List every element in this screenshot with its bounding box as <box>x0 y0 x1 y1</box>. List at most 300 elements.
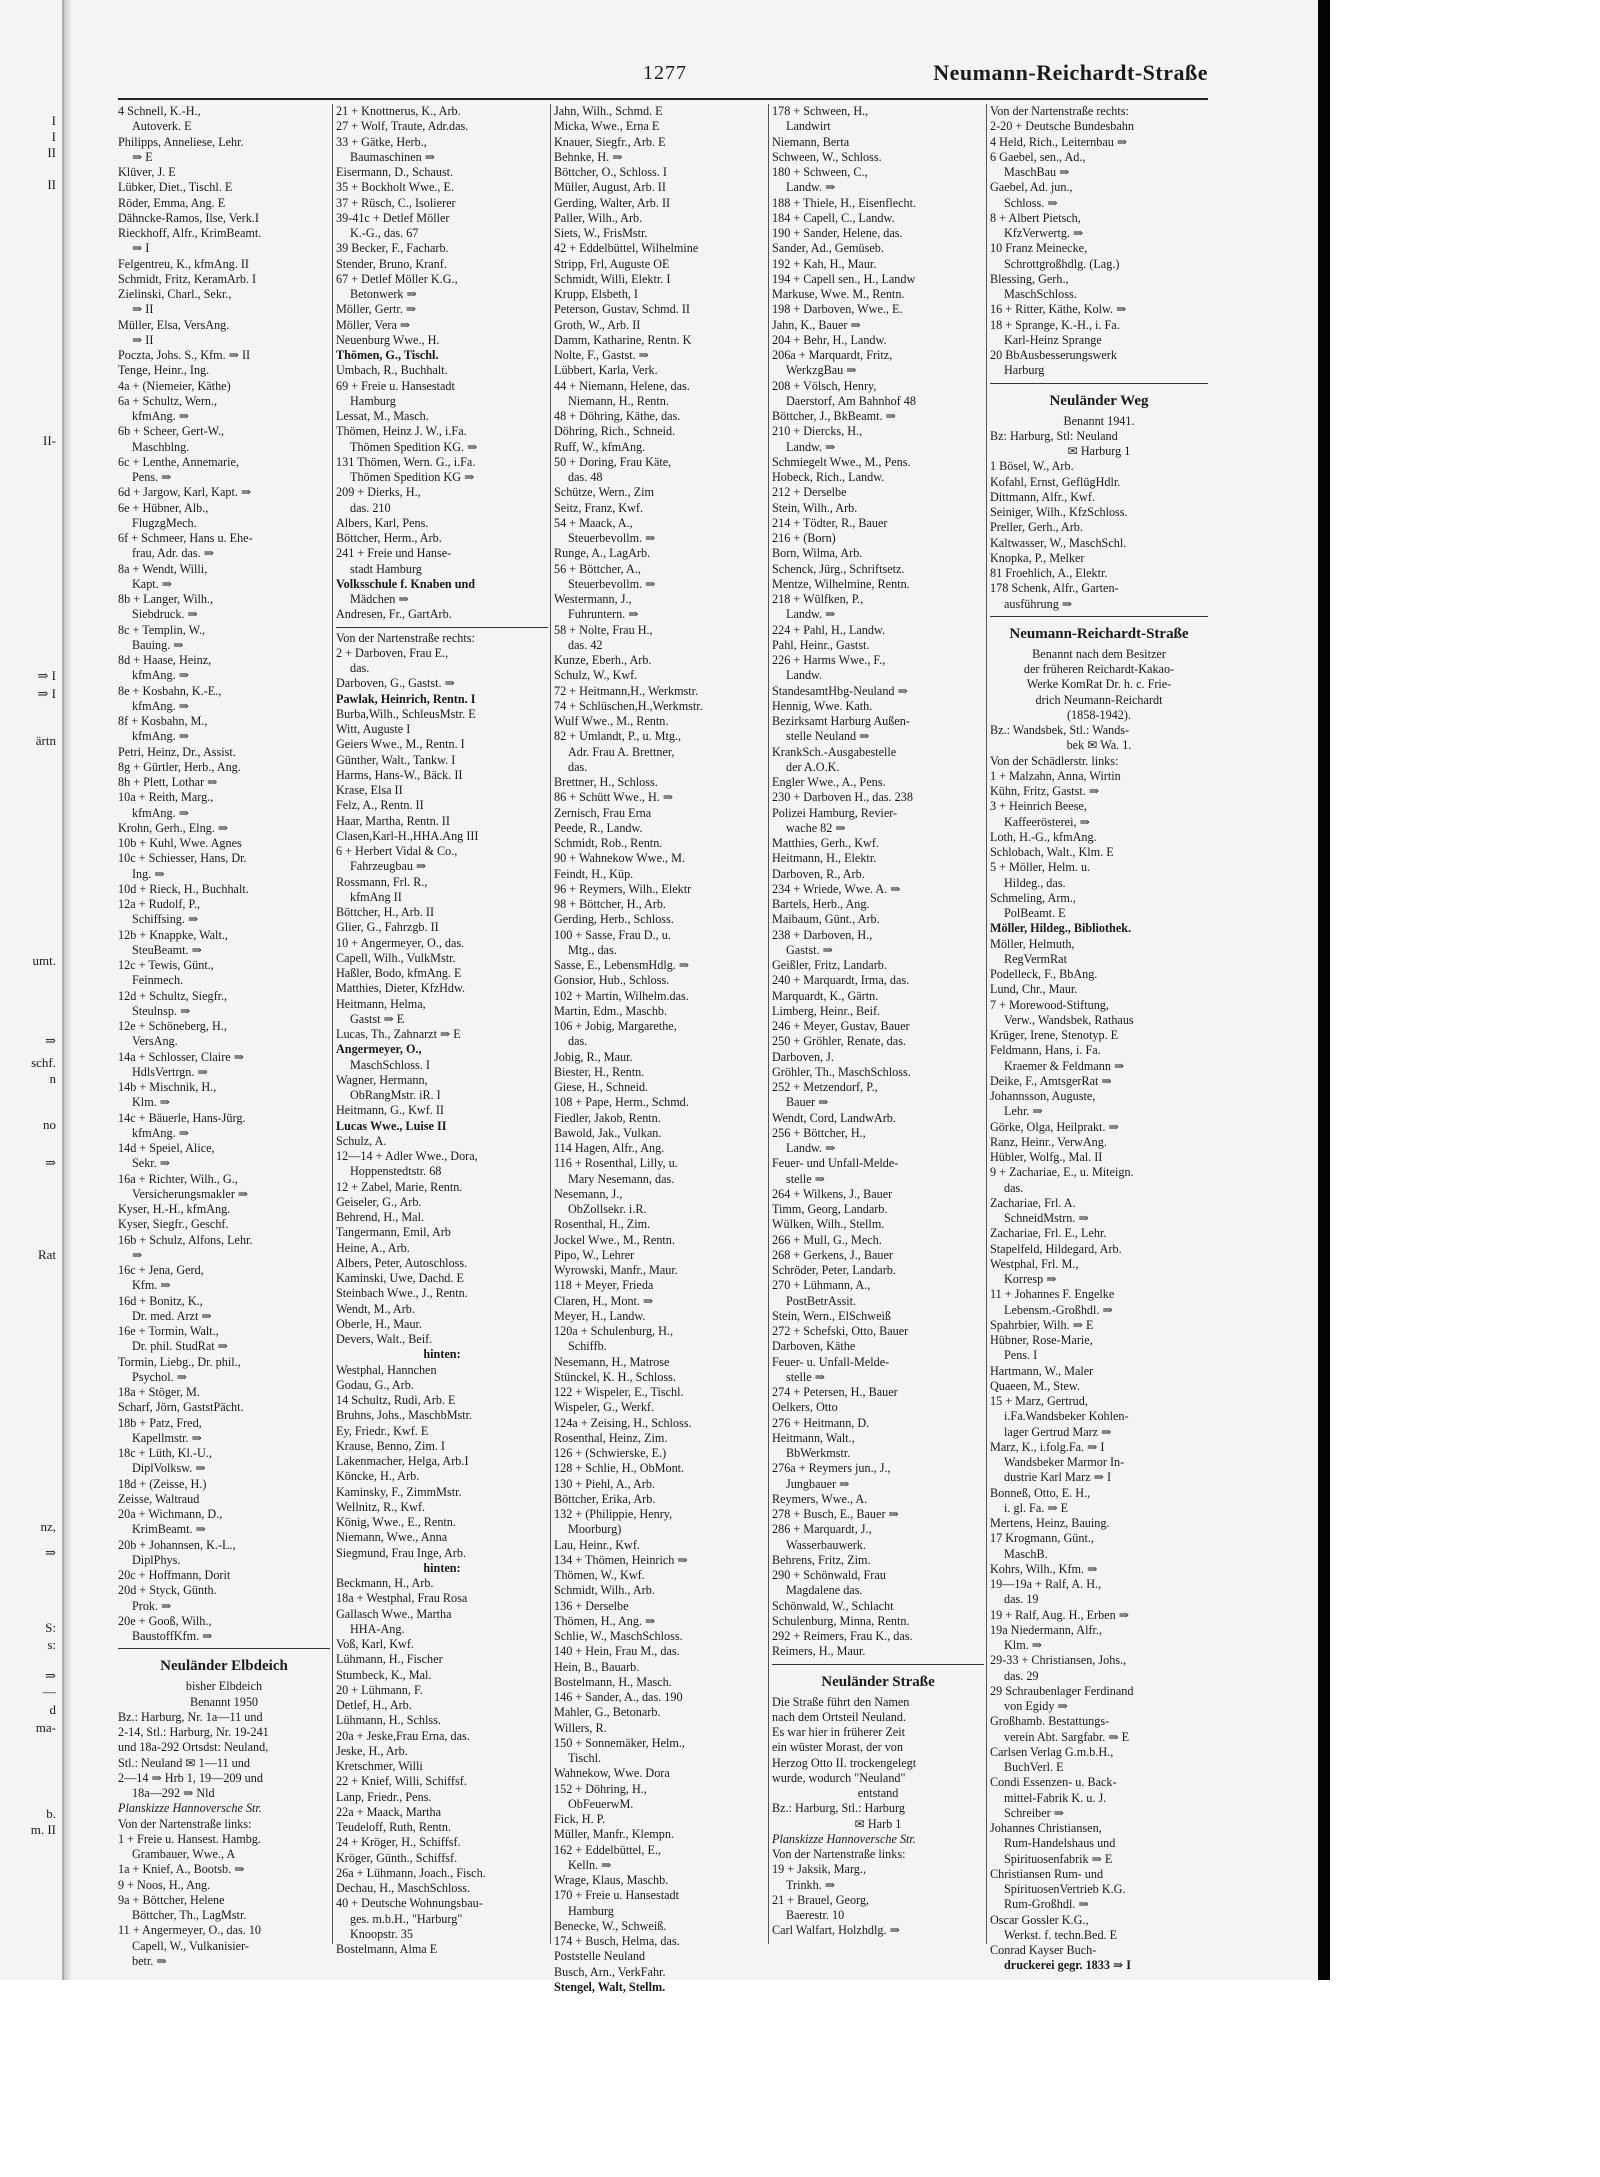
directory-line: Geiseler, G., Arb. <box>336 1194 422 1209</box>
directory-line: 18b + Patz, Fred, <box>118 1415 202 1430</box>
directory-line: 4 Schnell, K.-H., <box>118 104 201 118</box>
directory-line: ⇒ E <box>132 149 153 164</box>
previous-page-fragment: II <box>47 177 56 192</box>
directory-line: Claren, H., Mont. ⇒ <box>554 1293 654 1308</box>
directory-line: Nesemann, H., Matrose <box>554 1354 670 1369</box>
directory-line: Eisermann, D., Schaust. <box>336 165 454 179</box>
directory-line: 180 + Schween, C., <box>772 165 868 179</box>
header-rule <box>118 98 1208 100</box>
directory-line: Nesemann, J., <box>554 1186 623 1201</box>
directory-line: 132 + (Philippie, Henry, <box>554 1507 673 1521</box>
directory-line: 6d + Jargow, Karl, Kapt. ⇒ <box>118 485 252 500</box>
directory-line: Geiers Wwe., M., Rentn. I <box>336 737 465 752</box>
directory-line: Wahnekow, Wwe. Dora <box>554 1766 670 1781</box>
directory-line: 184 + Capell, C., Landw. <box>772 210 895 225</box>
directory-line: 6b + Scheer, Gert-W., <box>118 424 225 439</box>
directory-line: Kyser, H.-H., kfmAng. <box>118 1202 231 1216</box>
directory-line: ObFeuerwM. <box>568 1796 634 1811</box>
directory-line: Benecke, W., Schweiß. <box>554 1918 667 1933</box>
directory-line: Schulz, W., Kwf. <box>554 668 638 683</box>
directory-line: Lehr. ⇒ <box>1004 1104 1043 1119</box>
directory-line: 7 + Morewood-Stiftung, <box>990 997 1109 1012</box>
directory-line: Steuerbevollm. ⇒ <box>568 531 656 545</box>
directory-line: Albers, Peter, Autoschloss. <box>336 1255 468 1270</box>
directory-line: Schiffb. <box>568 1339 607 1354</box>
directory-line: Runge, A., LagArb. <box>554 546 651 561</box>
directory-line: 12e + Schöneberg, H., <box>118 1019 227 1033</box>
directory-line: Darboven, G., Gastst. ⇒ <box>336 676 455 691</box>
directory-line: Haar, Martha, Rentn. II <box>336 813 450 828</box>
directory-line: Kraemer & Feldmann ⇒ <box>1004 1058 1125 1073</box>
directory-line: Felgentreu, K., kfmAng. II <box>118 256 249 271</box>
directory-line: Bostelmann, H., Masch. <box>554 1674 672 1689</box>
directory-line: kfmAng. ⇒ <box>132 668 189 683</box>
directory-line: HdlsVertrgn. ⇒ <box>132 1064 208 1079</box>
directory-line: Röder, Emma, Ang. E <box>118 195 226 210</box>
directory-line: 10b + Kuhl, Wwe. Agnes <box>118 836 242 850</box>
directory-line: Glier, G., Fahrzgb. II <box>336 920 439 935</box>
directory-line: Sander, Ad., Gemüseb. <box>772 241 884 256</box>
directory-line: Rieckhoff, Alfr., KrimBeamt. <box>118 226 262 240</box>
directory-line: Lübker, Diet., Tischl. E <box>118 180 233 195</box>
directory-line: Poststelle Neuland <box>554 1949 646 1964</box>
directory-line: ⇒ I <box>132 241 150 256</box>
directory-line: Bezirksamt Harburg Außen- <box>772 714 910 728</box>
directory-line: 48 + Döhring, Käthe, das. <box>554 409 681 423</box>
directory-line: das. <box>568 1034 588 1049</box>
directory-line: Wandsbeker Marmor In- <box>1004 1455 1125 1469</box>
directory-line: 24 + Kröger, H., Schiffsf. <box>336 1835 461 1850</box>
directory-line: Mädchen ⇒ <box>350 592 409 606</box>
directory-line: Jahn, Wilh., Schmd. E <box>554 104 663 118</box>
directory-line: Limberg, Heinr., Beif. <box>772 1003 881 1018</box>
section-rule <box>118 1648 330 1649</box>
directory-line: 122 + Wispeler, E., Tischl. <box>554 1385 684 1399</box>
directory-line: Westphal, Hannchen <box>336 1362 437 1377</box>
page-number: 1277 <box>643 62 687 84</box>
directory-line: Landwirt <box>786 119 831 134</box>
directory-line: Groth, W., Arb. II <box>554 317 641 332</box>
directory-line: Planskizze Hannoversche Str. <box>772 1831 916 1846</box>
directory-line: 209 + Dierks, H., <box>336 485 421 500</box>
directory-line: Müller, Manfr., Klempn. <box>554 1827 675 1842</box>
directory-line: 276 + Heitmann, D. <box>772 1415 870 1430</box>
directory-line: Hildeg., das. <box>1004 875 1066 890</box>
directory-line: Heitmann, G., Kwf. II <box>336 1103 444 1118</box>
directory-line: Marquardt, K., Gärtn. <box>772 988 879 1003</box>
directory-line: Tangermann, Emil, Arb <box>336 1225 451 1240</box>
directory-line: Seitz, Franz, Kwf. <box>554 500 644 515</box>
directory-line: Neuenburg Wwe., H. <box>336 332 440 347</box>
directory-line: Schween, W., Schloss. <box>772 149 882 164</box>
directory-line: 162 + Eddelbüttel, E., <box>554 1842 662 1857</box>
directory-line: Schmeling, Arm., <box>990 890 1076 905</box>
directory-line: kfmAng. ⇒ <box>132 805 189 820</box>
directory-line: Böttcher, J., BkBeamt. ⇒ <box>772 409 896 423</box>
directory-line: 21 + Brauel, Georg, <box>772 1892 870 1907</box>
directory-line: 268 + Gerkens, J., Bauer <box>772 1247 893 1262</box>
directory-line: 22 + Knief, Willi, Schiffsf. <box>336 1774 467 1789</box>
directory-line: Hobeck, Rich., Landw. <box>772 470 885 484</box>
directory-line: 174 + Busch, Helma, das. <box>554 1934 680 1948</box>
directory-line: kfmAng. ⇒ <box>132 698 189 713</box>
directory-line: 286 + Marquardt, J., <box>772 1522 872 1537</box>
directory-line: 8f + Kosbahn, M., <box>118 714 208 728</box>
directory-line: 27 + Wolf, Traute, Adr.das. <box>336 119 469 134</box>
directory-line: MaschB. <box>1004 1546 1048 1561</box>
directory-line: SteuBeamt. ⇒ <box>132 942 202 957</box>
directory-line: das. <box>350 661 370 675</box>
directory-line: Kofahl, Ernst, GeflügHdlr. <box>990 474 1121 489</box>
gutter-shadow <box>62 0 72 1980</box>
directory-columns <box>118 104 1208 1994</box>
directory-line: 190 + Sander, Helene, das. <box>772 226 903 240</box>
directory-line: Sekr. ⇒ <box>132 1156 170 1171</box>
directory-line: Möller, Vera ⇒ <box>336 317 411 332</box>
directory-line: Bz.: Harburg, Stl.: Harburg <box>772 1801 905 1816</box>
directory-line: Heine, A., Arb. <box>336 1240 410 1255</box>
previous-page-fragment: II- <box>43 433 56 448</box>
directory-line: Steinbach Wwe., J., Rentn. <box>336 1286 468 1301</box>
directory-line: stelle ⇒ <box>786 1171 825 1186</box>
directory-line: 178 + Schween, H., <box>772 104 869 118</box>
directory-line: Schulenburg, Minna, Rentn. <box>772 1613 910 1628</box>
directory-line: ein wüster Morast, der von <box>772 1740 903 1755</box>
directory-line: Krause, Benno, Zim. I <box>336 1438 445 1453</box>
directory-line: 116 + Rosenthal, Lilly, u. <box>554 1156 678 1171</box>
previous-page-fragment: n <box>49 1071 56 1086</box>
directory-line: 20 BbAusbesserungswerk <box>990 348 1117 362</box>
directory-line: Müller, Elsa, VersAng. <box>118 317 230 332</box>
directory-line: 58 + Nolte, Frau H., <box>554 622 653 637</box>
directory-line: Dr. phil. StudRat ⇒ <box>132 1339 228 1354</box>
directory-line: 206a + Marquardt, Fritz, <box>772 348 893 362</box>
directory-line: BbWerkmstr. <box>786 1446 851 1460</box>
directory-line: Thömen, H., Ang. ⇒ <box>554 1613 656 1628</box>
directory-line: Hennig, Wwe. Kath. <box>772 698 873 713</box>
directory-line: Hartmann, W., Maler <box>990 1363 1094 1378</box>
directory-line: Schmidt, Rob., Rentn. <box>554 836 663 850</box>
directory-line: Niemann, Wwe., Anna <box>336 1530 448 1545</box>
directory-line: 16e + Tormin, Walt., <box>118 1324 219 1338</box>
directory-line: 250 + Gröhler, Renate, das. <box>772 1034 906 1049</box>
directory-line: 140 + Hein, Frau M., das. <box>554 1644 680 1659</box>
directory-line: 40 + Deutsche Wohnungsbau- <box>336 1896 483 1911</box>
directory-line: Seiniger, Wilh., KfzSchloss. <box>990 505 1128 519</box>
directory-line: 20a + Jeske,Frau Erna, das. <box>336 1728 470 1743</box>
directory-line: Görke, Olga, Heilprakt. ⇒ <box>990 1119 1119 1134</box>
directory-line: König, Wwe., E., Rentn. <box>336 1515 456 1529</box>
directory-line: Stapelfeld, Hildegard, Arb. <box>990 1241 1122 1256</box>
directory-line: Schlobach, Walt., Klm. E <box>990 845 1114 859</box>
directory-line: 212 + Derselbe <box>772 485 847 500</box>
directory-line: kfmAng. ⇒ <box>132 409 189 423</box>
directory-line: Capell, Wilh., VulkMstr. <box>336 950 456 965</box>
directory-line: Tormin, Liebg., Dr. phil., <box>118 1354 241 1369</box>
directory-line: Hoppenstedtstr. 68 <box>350 1164 442 1179</box>
directory-line: Preller, Gerh., Arb. <box>990 520 1083 535</box>
directory-line: Böttcher, Th., LagMstr. <box>132 1908 247 1922</box>
directory-line: SchneidMstrn. ⇒ <box>1004 1211 1089 1225</box>
directory-line: Matthies, Gerh., Kwf. <box>772 836 879 850</box>
directory-line: 5 + Möller, Helm. u. <box>990 860 1091 875</box>
directory-line: 12b + Knappke, Walt., <box>118 927 228 942</box>
directory-line: 19a Niedermann, Alfr., <box>990 1622 1103 1637</box>
directory-line: Landw. ⇒ <box>786 180 836 195</box>
directory-line: wurde, wodurch "Neuland" <box>772 1770 906 1785</box>
directory-line: 39 Becker, F., Facharb. <box>336 241 449 256</box>
directory-line: 8g + Gürtler, Herb., Ang. <box>118 759 241 774</box>
directory-line: 224 + Pahl, H., Landw. <box>772 622 886 637</box>
directory-line: 15 + Marz, Gertrud, <box>990 1394 1088 1408</box>
directory-line: Gallasch Wwe., Martha <box>336 1606 452 1621</box>
directory-line: WerkzgBau ⇒ <box>786 363 857 378</box>
directory-line: Lühmann, H., Schlss. <box>336 1713 441 1728</box>
directory-line: das. 210 <box>350 500 391 515</box>
directory-line: Werkst. f. techn.Bed. E <box>1004 1927 1118 1942</box>
previous-page-fragment: II <box>47 145 56 160</box>
directory-line: 54 + Maack, A., <box>554 515 633 530</box>
directory-line: bek ✉ Wa. 1. <box>1066 738 1132 753</box>
directory-line: stelle Neuland ⇒ <box>786 729 870 744</box>
directory-line: 246 + Meyer, Gustav, Bauer <box>772 1019 910 1033</box>
directory-line: Wasserbauwerk. <box>786 1537 866 1552</box>
directory-line: Niemann, Berta <box>772 134 850 149</box>
directory-line: Meyer, H., Landw. <box>554 1308 646 1323</box>
directory-line: Kaminski, Uwe, Dachd. E <box>336 1271 464 1285</box>
directory-line: Hamburg <box>568 1903 614 1918</box>
directory-line: Möller, Helmuth, <box>990 936 1075 951</box>
directory-line: MaschSchloss. I <box>350 1057 430 1072</box>
directory-line: Schiffsing. ⇒ <box>132 912 199 927</box>
directory-line: stadt Hamburg <box>350 561 422 576</box>
directory-line: Ing. ⇒ <box>132 866 165 881</box>
directory-line: Steulnsp. ⇒ <box>132 1003 191 1018</box>
directory-line: 14d + Speiel, Alice, <box>118 1141 215 1155</box>
directory-line: hinten: <box>423 1347 461 1362</box>
directory-line: Lübbert, Karla, Verk. <box>554 363 658 378</box>
column-divider <box>768 104 769 1944</box>
directory-line: MaschBau ⇒ <box>1004 165 1070 179</box>
previous-page-fragment: ⇒ <box>45 1668 56 1683</box>
directory-line: Zielinski, Charl., Sekr., <box>118 287 232 301</box>
directory-line: Heitmann, Helma, <box>336 996 426 1011</box>
directory-line: stelle ⇒ <box>786 1369 825 1384</box>
directory-line: 12d + Schultz, Siegfr., <box>118 988 228 1003</box>
directory-line: Thömen, G., Tischl. <box>336 348 439 362</box>
directory-line: Pahl, Heinr., Gastst. <box>772 637 870 652</box>
directory-line: Kaltwasser, W., MaschSchl. <box>990 535 1127 550</box>
directory-line: Heitmann, H., Elektr. <box>772 851 877 866</box>
directory-line: Ey, Friedr., Kwf. E <box>336 1423 429 1438</box>
street-heading: Neuländer Weg <box>1049 392 1149 409</box>
directory-line: Gaebel, Ad. jun., <box>990 180 1073 195</box>
directory-line: 292 + Reimers, Frau K., das. <box>772 1629 913 1643</box>
directory-line: 69 + Freie u. Hansestadt <box>336 378 455 393</box>
directory-line: 50 + Doring, Frau Käte, <box>554 454 672 469</box>
previous-page-fragment: ⇒ I <box>37 668 56 683</box>
directory-line: Mahler, G., Betonarb. <box>554 1705 661 1720</box>
directory-line: Condi Essenzen- u. Back- <box>990 1775 1117 1790</box>
section-rule <box>990 383 1208 384</box>
directory-line: Kyser, Siegfr., Geschf. <box>118 1217 229 1232</box>
directory-line: 124a + Zeising, H., Schloss. <box>554 1415 692 1430</box>
directory-line: Kapellmstr. ⇒ <box>132 1430 202 1445</box>
directory-line: von Egidy ⇒ <box>1004 1699 1068 1713</box>
directory-line: Schulz, A. <box>336 1133 387 1148</box>
directory-line: Beckmann, H., Arb. <box>336 1576 434 1590</box>
directory-line: Conrad Kayser Buch- <box>990 1943 1097 1957</box>
directory-line: 20c + Hoffmann, Dorit <box>118 1568 231 1582</box>
directory-line: 16d + Bonitz, K., <box>118 1293 203 1308</box>
directory-line: Scharf, Jörn, GaststPächt. <box>118 1400 244 1415</box>
directory-line: Schmidt, Willi, Elektr. I <box>554 271 671 286</box>
directory-line: Feuer- u. Unfall-Melde- <box>772 1354 890 1369</box>
directory-line: 16b + Schulz, Alfons, Lehr. <box>118 1232 253 1247</box>
directory-line: Oscar Gossler K.G., <box>990 1912 1089 1927</box>
section-rule <box>772 1664 984 1665</box>
directory-line: 10 + Angermeyer, O., das. <box>336 935 465 950</box>
directory-line: 131 Thömen, Wern. G., i.Fa. <box>336 454 476 469</box>
directory-line: Petri, Heinz, Dr., Assist. <box>118 744 236 759</box>
directory-line: Jockel Wwe., M., Rentn. <box>554 1232 675 1247</box>
directory-line: Von der Nartenstraße rechts: <box>336 630 475 645</box>
directory-line: Müller, August, Arb. II <box>554 180 666 195</box>
directory-line: 4 Held, Rich., Leiternbau ⇒ <box>990 134 1128 149</box>
directory-line: 35 + Bockholt Wwe., E. <box>336 180 455 195</box>
directory-line: (1858-1942). <box>1067 707 1131 722</box>
directory-line: Bz.: Wandsbek, Stl.: Wands- <box>990 723 1130 737</box>
directory-line: 120a + Schulenburg, H., <box>554 1324 674 1338</box>
directory-line: 16 + Ritter, Käthe, Kolw. ⇒ <box>990 302 1127 317</box>
directory-line: Christiansen Rum- und <box>990 1866 1104 1881</box>
directory-line: Planskizze Hannoversche Str. <box>118 1801 262 1816</box>
directory-line: Busch, Arn., VerkFahr. <box>554 1964 666 1979</box>
directory-line: Johannes Christiansen, <box>990 1821 1102 1835</box>
directory-line: 29-33 + Christiansen, Johs., <box>990 1653 1127 1668</box>
directory-line: Karl-Heinz Sprange <box>1004 332 1102 347</box>
directory-line: 10d + Rieck, H., Buchhalt. <box>118 881 249 896</box>
directory-line: 278 + Busch, E., Bauer ⇒ <box>772 1507 899 1521</box>
column-divider <box>550 104 551 1944</box>
directory-line: Krupp, Elsbeth, I <box>554 287 638 301</box>
directory-line: 226 + Harms Wwe., F., <box>772 653 886 667</box>
column-divider <box>332 104 333 1944</box>
directory-line: 33 + Gätke, Herb., <box>336 134 427 149</box>
directory-line: Von der Nartenstraße rechts: <box>990 104 1129 118</box>
directory-line: 21 + Knottnerus, K., Arb. <box>336 104 461 118</box>
directory-line: Stripp, Frl, Auguste OE <box>554 256 670 271</box>
directory-line: Bz.: Harburg, Nr. 1a—11 und <box>118 1709 263 1724</box>
directory-line: Rum-Handelshaus und <box>1004 1836 1116 1851</box>
directory-line: Heitmann, Walt., <box>772 1430 855 1445</box>
directory-line: 1a + Knief, A., Bootsb. ⇒ <box>118 1862 245 1877</box>
directory-line: Micka, Wwe., Erna E <box>554 119 660 134</box>
directory-line: Landw. ⇒ <box>786 1141 836 1155</box>
directory-line: Zeisse, Waltraud <box>118 1491 200 1506</box>
directory-line: Stumbeck, K., Mal. <box>336 1667 432 1682</box>
directory-line: KrimBeamt. ⇒ <box>132 1522 206 1537</box>
directory-line: Magdalene das. <box>786 1583 863 1598</box>
directory-line: 18a—292 ⇒ Nld <box>132 1786 215 1800</box>
directory-line: 9a + Böttcher, Helene <box>118 1892 225 1907</box>
directory-line: mittel-Fabrik K. u. J. <box>1004 1790 1107 1805</box>
directory-line: Kröger, Günth., Schiffsf. <box>336 1850 458 1865</box>
directory-line: Jahn, K., Bauer ⇒ <box>772 317 861 332</box>
directory-line: 10c + Schiesser, Hans, Dr. <box>118 851 247 866</box>
directory-line: Großhamb. Bestattungs- <box>990 1714 1110 1729</box>
directory-line: 136 + Derselbe <box>554 1598 629 1613</box>
directory-line: 19—19a + Ralf, A. H., <box>990 1577 1102 1591</box>
directory-line: Giese, H., Schneid. <box>554 1080 649 1094</box>
directory-line: KfzVerwertg. ⇒ <box>1004 226 1084 240</box>
directory-line: Westermann, J., <box>554 592 632 606</box>
section-rule <box>990 616 1208 617</box>
directory-line: 18a + Westphal, Frau Rosa <box>336 1591 468 1606</box>
directory-line: Fahrzeugbau ⇒ <box>350 859 427 874</box>
directory-line: Gröhler, Th., MaschSchloss. <box>772 1064 911 1079</box>
directory-line: Gonsior, Hub., Schloss. <box>554 973 670 988</box>
directory-line: FlugzgMech. <box>132 515 197 530</box>
directory-line: Wulf Wwe., M., Rentn. <box>554 714 669 728</box>
directory-line: ausführung ⇒ <box>1004 596 1073 611</box>
directory-line: Gastst ⇒ E <box>350 1011 405 1026</box>
directory-line: Quaeen, M., Stew. <box>990 1378 1080 1393</box>
column-1 <box>118 104 330 1968</box>
directory-line: Steuerbevollm. ⇒ <box>568 576 656 591</box>
directory-line: 82 + Umlandt, P., u. Mtg., <box>554 729 682 744</box>
directory-line: Thömen Spedition KG. ⇒ <box>350 439 478 454</box>
directory-line: 8b + Langer, Wilh., <box>118 592 214 606</box>
directory-line: Mtg., das. <box>568 942 617 957</box>
directory-line: 272 + Schefski, Otto, Bauer <box>772 1324 909 1338</box>
directory-line: 26a + Lühmann, Joach., Fisch. <box>336 1865 486 1880</box>
directory-line: Dähncke-Ramos, Ilse, Verk.I <box>118 210 259 225</box>
directory-line: Timm, Georg, Landarb. <box>772 1202 888 1216</box>
directory-line: Feindt, H., Küp. <box>554 866 634 881</box>
street-heading: Neumann-Reichardt-Straße <box>1009 625 1189 642</box>
directory-line: Feuer- und Unfall-Melde- <box>772 1156 899 1171</box>
directory-line: Gerding, Walter, Arb. II <box>554 195 671 210</box>
directory-line: Devers, Walt., Beif. <box>336 1332 433 1346</box>
directory-line: 6e + Hübner, Alb., <box>118 500 209 515</box>
directory-line: nach dem Ortsteil Neuland. <box>772 1709 907 1724</box>
directory-line: Siebdruck. ⇒ <box>132 607 198 622</box>
directory-line: Bawold, Jak., Vulkan. <box>554 1125 662 1140</box>
directory-line: Wendt, M., Arb. <box>336 1301 415 1316</box>
directory-line: Benannt 1941. <box>1063 413 1135 428</box>
directory-line: Köncke, H., Arb. <box>336 1469 420 1484</box>
directory-line: Hein, B., Bauarb. <box>554 1659 640 1674</box>
directory-line: 2—14 ⇒ Hrb 1, 19—209 und <box>118 1770 263 1785</box>
directory-line: Moorburg) <box>568 1522 622 1537</box>
directory-line: i.Fa.Wandsbeker Kohlen- <box>1004 1409 1129 1424</box>
directory-line: 114 Hagen, Alfr., Ang. <box>554 1141 665 1155</box>
directory-line: 96 + Reymers, Wilh., Elektr <box>554 881 692 896</box>
directory-line: Pipo, W., Lehrer <box>554 1247 635 1262</box>
previous-page-fragment: Rat <box>37 1247 56 1262</box>
directory-line: Martin, Edm., Maschb. <box>554 1003 668 1018</box>
directory-line: Lebensm.-Großhdl. ⇒ <box>1004 1302 1113 1317</box>
directory-line: ✉ Harb 1 <box>854 1816 902 1831</box>
directory-line: Landw. ⇒ <box>786 439 836 454</box>
directory-line: 74 + Schlüschen,H.,Werkmstr. <box>554 698 703 713</box>
directory-line: Stein, Wern., ElSchweiß <box>772 1308 891 1323</box>
directory-line: Böttcher, Herm., Arb. <box>336 531 442 545</box>
directory-line: Klüver, J. E <box>118 165 176 179</box>
directory-line: i. gl. Fa. ⇒ E <box>1004 1500 1069 1515</box>
directory-line: Loth, H.-G., kfmAng. <box>990 829 1097 844</box>
